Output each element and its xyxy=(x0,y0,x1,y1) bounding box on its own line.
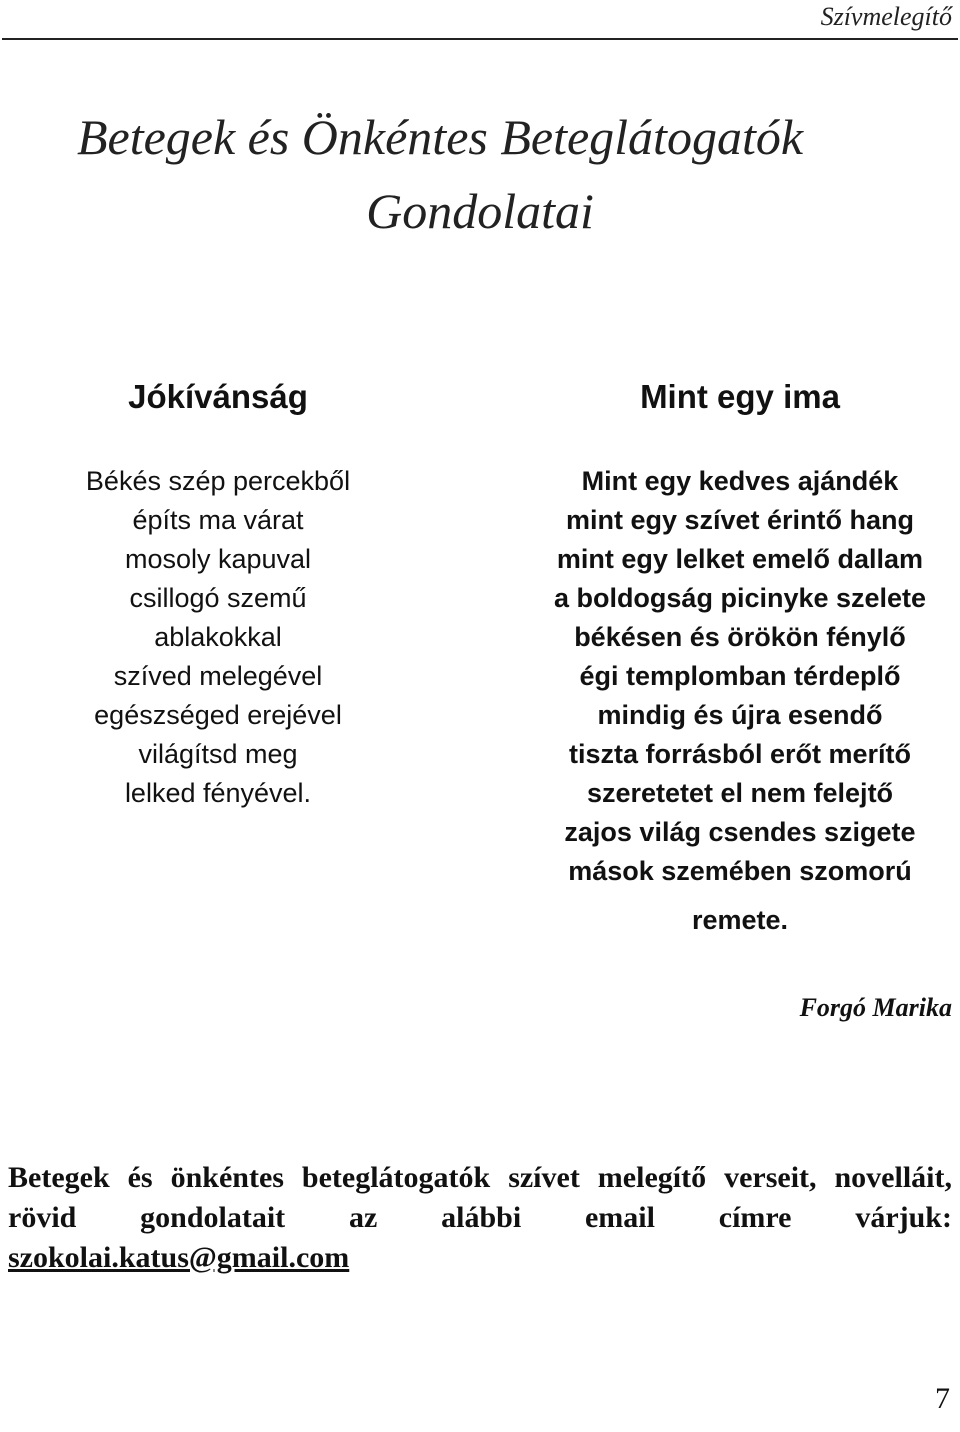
poem-line: a boldogság picinyke szelete xyxy=(553,583,927,613)
email-link[interactable]: szokolai.katus@gmail.com xyxy=(8,1241,350,1274)
poem-line: tiszta forrásból erőt merítő xyxy=(568,739,912,769)
page-number: 7 xyxy=(935,1382,950,1415)
poem-line: lelked fényével. xyxy=(124,778,312,808)
poem-line: világítsd meg xyxy=(138,739,298,769)
poem-title: Mint egy ima xyxy=(640,378,840,415)
poem-mint-egy-ima xyxy=(520,370,960,940)
submission-text: Betegek és önkéntes beteglátogatók szívet melegítő verseit, novelláit, rövid gondolatait az alábbi email címre várjuk: xyxy=(8,1161,952,1234)
poem-line: égi templomban térdeplő xyxy=(579,661,901,691)
poem-line: zajos világ csendes szigete xyxy=(564,817,916,847)
poem-line: szeretetet el nem felejtő xyxy=(586,778,894,808)
poem-title: Jókívánság xyxy=(128,378,308,415)
poem-line: egészséged erejével xyxy=(94,700,342,730)
poem-line: mások szemében szomorú xyxy=(568,856,912,886)
poem-line: mint egy szívet érintő hang xyxy=(565,505,915,535)
submission-note xyxy=(8,1158,952,1278)
poem-line: Békés szép percekből xyxy=(85,466,351,496)
poem-line: ablakokkal xyxy=(154,622,282,652)
author-signature: Forgó Marika xyxy=(799,993,952,1022)
page-title-line-2: Gondolatai xyxy=(366,183,594,239)
header-divider xyxy=(2,38,958,40)
poem-line: békésen és örökön fénylő xyxy=(574,622,906,652)
poem-line: mindig és újra esendő xyxy=(597,700,883,730)
poem-line: mint egy lelket emelő dallam xyxy=(556,544,924,574)
poem-line: szíved melegével xyxy=(113,661,323,691)
poem-jokivansag xyxy=(20,370,416,813)
page-title-line-1: Betegek és Önkéntes Beteglátogatók xyxy=(76,109,804,165)
poem-line: Mint egy kedves ajándék xyxy=(581,466,899,496)
poem-line: csillogó szemű xyxy=(129,583,307,613)
poem-line: remete. xyxy=(691,905,789,935)
running-header: Szívmelegítő xyxy=(820,2,952,31)
poem-line: mosoly kapuval xyxy=(124,544,312,574)
page-title xyxy=(0,100,960,248)
poem-line: építs ma várat xyxy=(132,505,304,535)
